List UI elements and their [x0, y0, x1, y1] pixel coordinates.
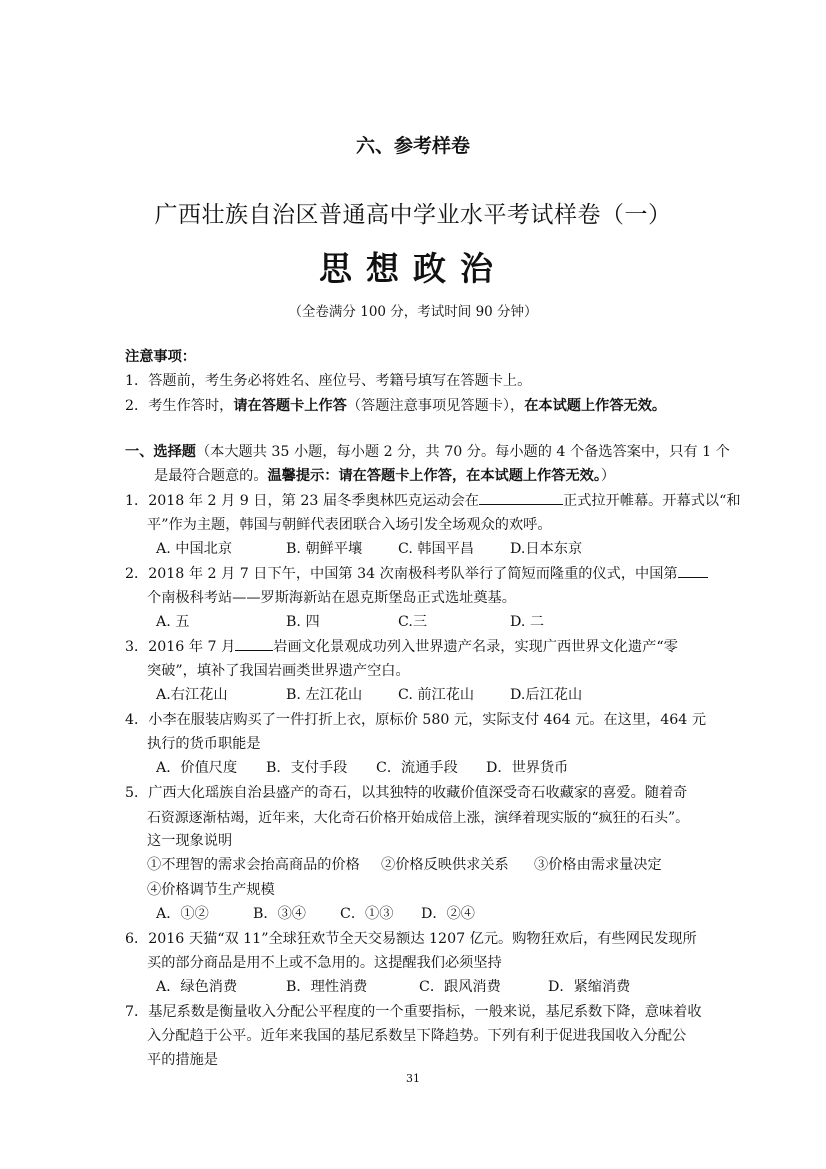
q6-line2: 买的部分商品是用不上或不急用的。这提醒我们必须坚持	[147, 955, 502, 971]
q5-option-c: C．①③	[340, 906, 394, 922]
q3-text-a: 3．2016 年 7 月	[125, 639, 236, 655]
q5-statement-1: ①不理智的需求会抬高商品的价格	[147, 857, 360, 873]
q1-text-b: 正式拉开帷幕。开幕式以“和	[563, 493, 741, 509]
q4-option-c: C．流通手段	[376, 760, 458, 776]
q5-line1: 5．广西大化瑶族自治县盛产的奇石，以其独特的收藏价值深受奇石收藏家的喜爱。随着奇	[125, 785, 688, 801]
answer-blank	[479, 491, 563, 505]
q6-option-a: A．绿色消费	[156, 979, 238, 995]
section-title: 六、参考样卷	[355, 135, 470, 157]
q6-option-c: C．跟风消费	[419, 979, 501, 995]
q5-line3: 这一现象说明	[147, 833, 233, 849]
q3-option-d: D.后江花山	[510, 687, 583, 703]
q5-option-a: A．①②	[156, 906, 209, 922]
q5-option-b: B．③④	[253, 906, 306, 922]
q2-option-a: A. 五	[156, 614, 190, 630]
q1-option-c: C. 韩国平昌	[398, 541, 475, 557]
q3-option-c: C. 前江花山	[398, 687, 475, 703]
q2-line2: 个南极科考站——罗斯海新站在恩克斯堡岛正式选址奠基。	[147, 590, 516, 606]
q4-option-a: A．价值尺度	[156, 760, 238, 776]
notes-item-1: 1．答题前，考生务必将姓名、座位号、考籍号填写在答题卡上。	[125, 373, 532, 389]
q1-text-a: 1．2018 年 2 月 9 日，第 23 届冬季奥林匹克运动会在	[125, 493, 479, 509]
q1-option-d: D.日本东京	[510, 541, 583, 557]
q4-line2: 执行的货币职能是	[147, 736, 261, 752]
q4-line1: 4．小李在服装店购买了一件打折上衣，原标价 580 元，实际支付 464 元。在这里，464 元	[125, 712, 707, 728]
notes-item-2-part-d: 在本试题上作答无效。	[524, 398, 667, 414]
q2-option-c: C.三	[398, 614, 428, 630]
q6-line1: 6．2016 天猫“双 11”全球狂欢节全天交易额达 1207 亿元。购物狂欢后，有些网民发现所	[125, 931, 697, 947]
q3-option-a: A.右江花山	[156, 687, 228, 703]
section1-intro-end: ）	[600, 468, 616, 484]
q7-line1: 7．基尼系数是衡量收入分配公平程度的一个重要指标，一般来说，基尼系数下降，意味着收	[125, 1004, 702, 1020]
q6-option-d: D．紧缩消费	[548, 979, 631, 995]
notes-item-2	[125, 395, 666, 415]
q7-line3: 平的措施是	[147, 1052, 218, 1068]
q4-option-b: B．支付手段	[266, 760, 348, 776]
notes-item-2-part-b: 请在答题卡上作答	[233, 398, 347, 414]
section1-intro-b: 是最符合题意的。	[154, 468, 268, 484]
q3-line1	[125, 636, 678, 656]
q1-line1	[125, 490, 741, 510]
q2-option-d: D. 二	[510, 614, 545, 630]
q2-line1	[125, 563, 708, 583]
q4-option-d: D．世界货币	[486, 760, 569, 776]
q1-option-b: B. 朝鲜平壤	[286, 541, 363, 557]
section1-intro-line2	[154, 465, 615, 485]
answer-blank	[235, 637, 273, 651]
q6-option-b: B．理性消费	[286, 979, 368, 995]
section1-label: 一、选择题	[125, 444, 196, 460]
exam-title: 广西壮族自治区普通高中学业水平考试样卷（一）	[154, 202, 672, 228]
q3-line2: 突破”，填补了我国岩画类世界遗产空白。	[147, 663, 410, 679]
q5-option-d: D．②④	[421, 906, 475, 922]
q5-statement-3: ③价格由需求量决定	[534, 857, 662, 873]
subject-title: 思想政治	[319, 249, 507, 288]
q3-option-b: B. 左江花山	[286, 687, 363, 703]
notes-heading: 注意事项：	[125, 349, 196, 365]
q5-statement-4: ④价格调节生产规模	[147, 882, 275, 898]
answer-blank	[678, 564, 708, 578]
q5-statement-2: ②价格反映供求关系	[381, 857, 509, 873]
q7-line2: 入分配趋于公平。近年来我国的基尼系数呈下降趋势。下列有利于促进我国收入分配公	[147, 1028, 687, 1044]
section1-intro	[125, 441, 730, 461]
notes-item-2-part-a: 2．考生作答时，	[125, 398, 234, 414]
q2-text: 2．2018 年 2 月 7 日下午，中国第 34 次南极科考队举行了简短而隆重的仪式，中国第	[125, 566, 678, 582]
q3-text-b: 岩画文化景观成功列入世界遗产名录，实现广西世界文化遗产“零	[273, 639, 678, 655]
notes-item-2-part-c: （答题注意事项见答题卡），	[346, 398, 525, 414]
scoring-note: （全卷满分 100 分，考试时间 90 分钟）	[288, 304, 538, 320]
page-number: 31	[406, 1072, 420, 1085]
section1-tip: 温馨提示：请在答题卡上作答，在本试题上作答无效。	[267, 468, 601, 484]
q1-line2: 平”作为主题，韩国与朝鲜代表团联合入场引发全场观众的欢呼。	[147, 517, 552, 533]
q1-option-a: A. 中国北京	[156, 541, 233, 557]
q5-line2: 石资源逐渐枯竭，近年来，大化奇石价格开始成倍上涨，演绎着现实版的“疯狂的石头”。	[147, 810, 690, 826]
q2-option-b: B. 四	[286, 614, 320, 630]
section1-intro-a: （本大题共 35 小题，每小题 2 分，共 70 分。每小题的 4 个备选答案中，只有 1 个	[195, 444, 730, 460]
